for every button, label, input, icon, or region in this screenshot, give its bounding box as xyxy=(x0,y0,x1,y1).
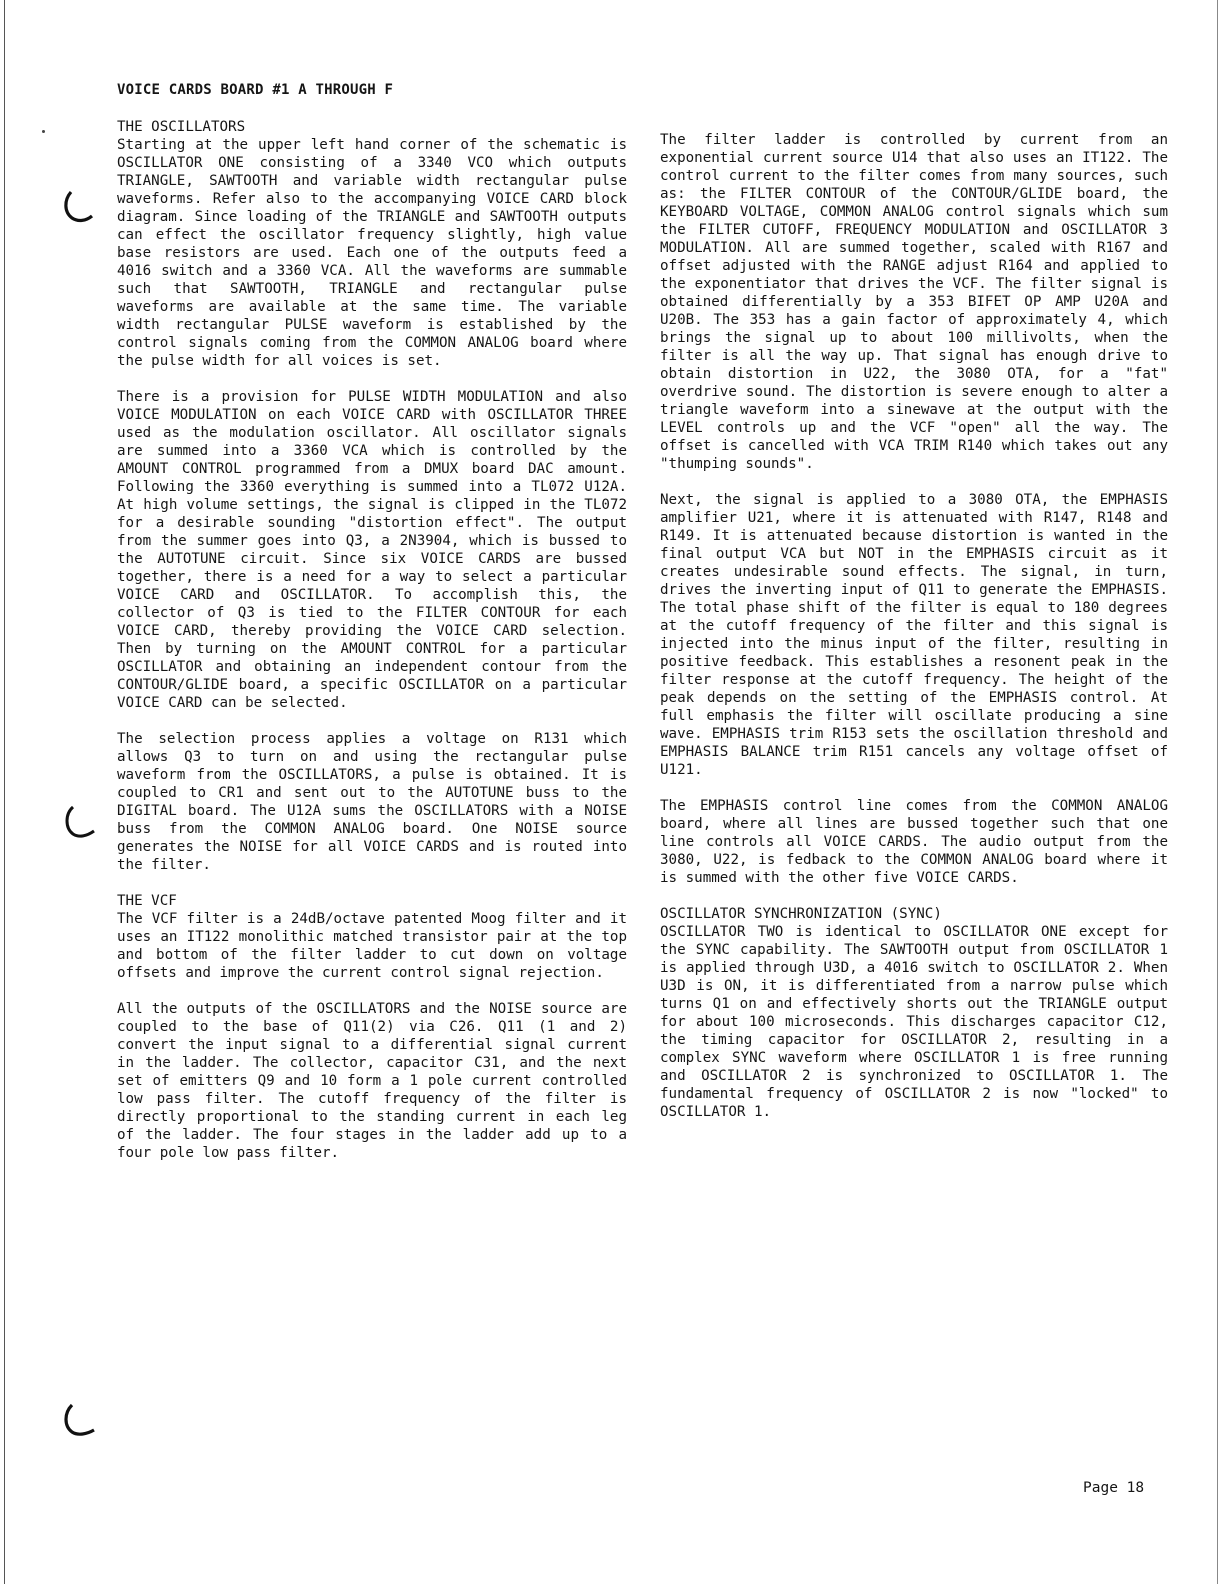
paragraph xyxy=(117,388,627,712)
binder-hole-middle xyxy=(62,802,100,840)
paragraph xyxy=(660,491,1168,779)
paragraph-text: All the outputs of the OSCILLATORS and the NOISE source are coupled to the base of Q11(2) via C26. Q11 (1 and 2) convert the input signal to a differential signal current in the ladder. The collector, capacitor C31, and the next set of emitters Q9 and 10 form a 1 pole current controlled low pass filter. The cutoff frequency of the filter is directly proportional to the standing current in each leg of the ladder. The four stages in the ladder add up to a four pole low pass filter. xyxy=(117,1001,627,1161)
paragraph-text: There is a provision for PULSE WIDTH MODULATION and also VOICE MODULATION on each VOICE CARD with OSCILLATOR THREE used as the modulation oscillator. All oscillator signals are summed into a 3360 VCA which is controlled by the AMOUNT CONTROL programmed from a DMUX board DAC amount. Following the 3360 everything is summed into a TL072 U12A. At high volume settings, the signal is clipped in the TL072 for a desirable sounding "distortion effect". The output from the summer goes into Q3, a 2N3904, which is bussed to the AUTOTUNE circuit. Since six VOICE CARDS are bussed together, there is a need for a way to select a particular VOICE CARD and OSCILLATOR. To accomplish this, the collector of Q3 is tied to the FILTER CONTOUR for each VOICE CARD, thereby providing the VOICE CARD selection. Then by turning on the AMOUNT CONTROL for a particular OSCILLATOR and obtaining an independent contour from the CONTOUR/GLIDE board, a specific OSCILLATOR on a particular VOICE CARD can be selected. xyxy=(117,389,627,711)
page-edge-right xyxy=(1217,0,1218,1584)
binder-hole-top xyxy=(62,186,100,224)
page-edge-left xyxy=(4,0,5,1584)
paragraph xyxy=(660,797,1168,887)
page-heading: VOICE CARDS BOARD #1 A THROUGH F xyxy=(117,82,394,98)
section-subheading: THE OSCILLATORS xyxy=(117,119,246,135)
paragraph-text: The EMPHASIS control line comes from the COMMON ANALOG board, where all lines are bussed together such that one line controls all VOICE CARDS. The audio output from the 3080, U22, is fedback to the COMMON ANALOG board where it is summed with the other five VOICE CARDS. xyxy=(660,798,1168,886)
paragraph xyxy=(117,118,627,370)
paragraph-text: Next, the signal is applied to a 3080 OTA, the EMPHASIS amplifier U21, where it is attenuated with R147, R148 and R149. It is attenuated because distortion is wanted in the final output VCA but NOT in the EMPHASIS circuit as it creates undesirable sound effects. The signal, in turn, drives the inverting input of Q11 to generate the EMPHASIS. The total phase shift of the filter is equal to 180 degrees at the cutoff frequency of the filter and this signal is injected into the minus input of the filter, resulting in positive feedback. This establishes a resonent peak in the filter response at the cutoff frequency. The height of the peak depends on the setting of the EMPHASIS control. At full emphasis the filter will oscillate producing a sine wave. EMPHASIS trim R153 sets the oscillation threshold and EMPHASIS BALANCE trim R151 cancels any voltage offset of U121. xyxy=(660,492,1168,778)
paragraph-text: The filter ladder is controlled by current from an exponential current source U14 that also uses an IT122. The control current to the filter comes from many sources, such as: the FILTER CONTOUR of the CONTOUR/GLIDE board, the KEYBOARD VOLTAGE, COMMON ANALOG control signals which sum the FILTER CUTOFF, FREQUENCY MODULATION and OSCILLATOR 3 MODULATION. All are summed together, scaled with R167 and offset adjusted with the RANGE adjust R164 and applied to the exponentiator that drives the VCF. The filter signal is obtained differentially by a 353 BIFET OP AMP U20A and U20B. The 353 has a gain factor of approximately 4, which brings the signal up to about 100 millivolts, when the filter is all the way up. That signal has enough drive to obtain distortion in U22, the 3080 OTA, for a "fat" overdrive sound. The distortion is severe enough to alter a triangle waveform into a sinewave at the output with the LEVEL controls up and the VCF "open" all the way. The offset is cancelled with VCA TRIM R140 which takes out any "thumping sounds". xyxy=(660,132,1168,472)
paragraph-text: OSCILLATOR TWO is identical to OSCILLATOR ONE except for the SYNC capability. The SAWTOOTH output from OSCILLATOR 1 is applied through U3D, a 4016 switch to OSCILLATOR 2. When U3D is ON, it is differentiated from a narrow pulse which turns Q1 on and effectively shorts out the TRIANGLE output for about 100 microseconds. This discharges capacitor C12, the timing capacitor for OSCILLATOR 2, resulting in a complex SYNC waveform where OSCILLATOR 1 is free running and OSCILLATOR 2 is synchronized to OSCILLATOR 1. The fundamental frequency of OSCILLATOR 2 is now "locked" to OSCILLATOR 1. xyxy=(660,924,1168,1120)
paragraph-text: The VCF filter is a 24dB/octave patented Moog filter and it uses an IT122 monolithic matched transistor pair at the top and bottom of the filter ladder to cut down on voltage offsets and improve the current control signal rejection. xyxy=(117,911,627,981)
paragraph xyxy=(117,1000,627,1162)
binder-hole-bottom xyxy=(62,1400,100,1438)
paragraph xyxy=(660,131,1168,473)
section-subheading: THE VCF xyxy=(117,893,177,909)
paragraph xyxy=(660,905,1168,1121)
right-column xyxy=(660,131,1168,1139)
scan-speck xyxy=(42,130,45,133)
paragraph xyxy=(117,892,627,982)
section-subheading: OSCILLATOR SYNCHRONIZATION (SYNC) xyxy=(660,906,942,922)
paragraph xyxy=(117,730,627,874)
paragraph-text: The selection process applies a voltage on R131 which allows Q3 to turn on and using the rectangular pulse waveform from the OSCILLATORS, a pulse is obtained. It is coupled to CR1 and sent out to the AUTOTUNE buss to the DIGITAL board. The U12A sums the OSCILLATORS with a NOISE buss from the COMMON ANALOG board. One NOISE source generates the NOISE for all VOICE CARDS and is routed into the filter. xyxy=(117,731,627,873)
page-number: Page 18 xyxy=(1083,1480,1145,1496)
paragraph-text: Starting at the upper left hand corner of the schematic is OSCILLATOR ONE consisting of a 3340 VCO which outputs TRIANGLE, SAWTOOTH and variable width rectangular pulse waveforms. Refer also to the accompanying VOICE CARD block diagram. Since loading of the TRIANGLE and SAWTOOTH outputs can effect the oscillator frequency slightly, high value base resistors are used. Each one of the outputs feed a 4016 switch and a 3360 VCA. All the waveforms are summable such that SAWTOOTH, TRIANGLE and rectangular pulse waveforms are available at the same time. The variable width rectangular PULSE waveform is established by the control signals coming from the COMMON ANALOG board where the pulse width for all voices is set. xyxy=(117,137,627,369)
left-column xyxy=(117,118,627,1180)
